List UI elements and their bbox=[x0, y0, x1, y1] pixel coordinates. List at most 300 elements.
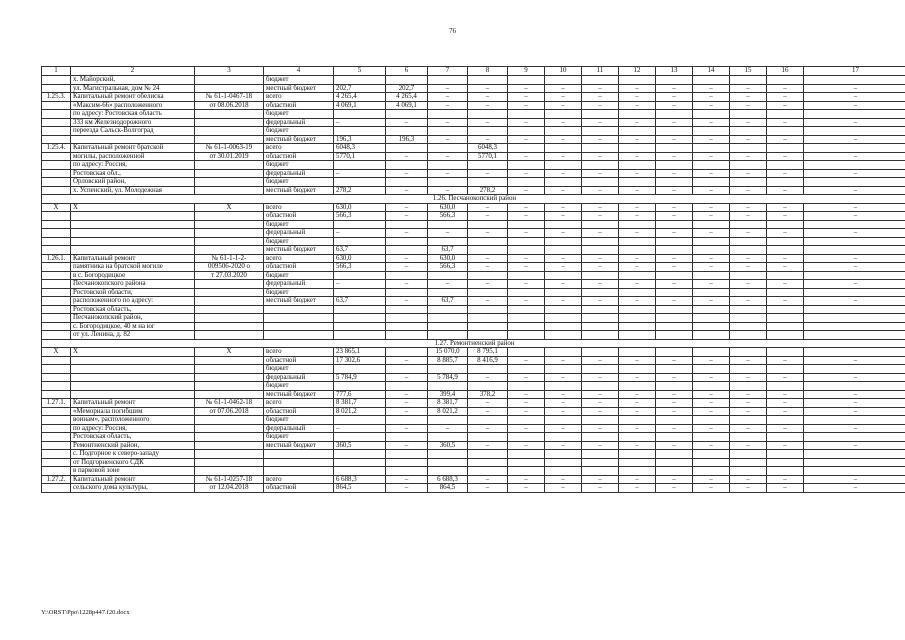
table-cell bbox=[730, 76, 767, 85]
table-cell bbox=[386, 127, 428, 136]
table-cell bbox=[582, 450, 619, 459]
table-cell bbox=[804, 450, 905, 459]
table-cell: 6 688,3 bbox=[334, 475, 386, 484]
table-cell bbox=[693, 433, 730, 442]
table-cell: – bbox=[545, 135, 582, 144]
table-cell: от Подгорненского СДК bbox=[71, 458, 195, 467]
table-cell bbox=[545, 314, 582, 323]
column-number: 14 bbox=[693, 67, 730, 76]
table-cell: х. Майорский, bbox=[71, 76, 195, 85]
table-cell bbox=[730, 322, 767, 331]
table-cell: – bbox=[804, 407, 905, 416]
table-cell bbox=[582, 365, 619, 374]
table-row bbox=[42, 84, 905, 93]
table-cell bbox=[619, 288, 656, 297]
table-cell: – bbox=[545, 475, 582, 484]
table-cell: бюджет bbox=[264, 161, 334, 170]
table-cell: всего bbox=[264, 348, 334, 357]
table-cell: – bbox=[468, 203, 508, 212]
table-cell bbox=[42, 424, 71, 433]
table-cell bbox=[508, 458, 545, 467]
table-row bbox=[42, 348, 905, 357]
table-cell: – bbox=[582, 101, 619, 110]
table-cell: – bbox=[545, 212, 582, 221]
table-row bbox=[42, 424, 905, 433]
table-cell: – bbox=[693, 169, 730, 178]
budget-table bbox=[41, 66, 864, 493]
table-cell bbox=[693, 127, 730, 136]
table-cell: – bbox=[656, 152, 693, 161]
table-cell: – bbox=[730, 441, 767, 450]
table-cell: 630,0 bbox=[334, 203, 386, 212]
table-cell bbox=[656, 382, 693, 391]
table-cell bbox=[468, 246, 508, 255]
table-cell: – bbox=[508, 484, 545, 493]
table-cell bbox=[656, 246, 693, 255]
table-cell: – bbox=[804, 280, 905, 289]
table-row bbox=[42, 135, 905, 144]
table-cell bbox=[195, 229, 264, 238]
table-cell bbox=[195, 135, 264, 144]
table-cell: – bbox=[386, 399, 428, 408]
table-cell bbox=[619, 144, 656, 153]
table-cell: – bbox=[656, 229, 693, 238]
table-cell bbox=[428, 127, 468, 136]
table-cell: – bbox=[582, 93, 619, 102]
table-cell: – bbox=[767, 484, 804, 493]
table-cell: – bbox=[656, 118, 693, 127]
table-cell bbox=[195, 288, 264, 297]
table-cell: – bbox=[804, 356, 905, 365]
table-row bbox=[42, 76, 905, 85]
table-cell bbox=[42, 280, 71, 289]
column-number: 1 bbox=[42, 67, 71, 76]
table-cell bbox=[428, 178, 468, 187]
table-cell bbox=[582, 433, 619, 442]
table-cell: – bbox=[693, 399, 730, 408]
table-cell: – bbox=[804, 263, 905, 272]
table-cell: 864,5 bbox=[428, 484, 468, 493]
table-cell bbox=[730, 305, 767, 314]
table-cell bbox=[804, 246, 905, 255]
table-cell: 1.27.2. bbox=[42, 475, 71, 484]
table-cell: – bbox=[619, 280, 656, 289]
table-cell: 17 302,6 bbox=[334, 356, 386, 365]
table-cell: – bbox=[508, 212, 545, 221]
table-cell: 15 070,0 bbox=[428, 348, 468, 357]
table-cell bbox=[71, 246, 195, 255]
table-cell: – bbox=[693, 186, 730, 195]
table-cell bbox=[582, 127, 619, 136]
table-cell: – bbox=[656, 441, 693, 450]
table-cell: – bbox=[386, 373, 428, 382]
table-cell bbox=[619, 348, 656, 357]
table-cell bbox=[619, 365, 656, 374]
table-cell bbox=[619, 237, 656, 246]
column-number-row bbox=[42, 67, 905, 76]
table-cell: – bbox=[545, 356, 582, 365]
table-cell bbox=[582, 144, 619, 153]
table-cell bbox=[195, 212, 264, 221]
table-cell bbox=[582, 331, 619, 340]
table-cell bbox=[71, 212, 195, 221]
table-cell bbox=[264, 467, 334, 476]
table-cell bbox=[767, 161, 804, 170]
table-cell: – bbox=[468, 229, 508, 238]
table-cell: – bbox=[804, 152, 905, 161]
table-cell bbox=[334, 365, 386, 374]
table-cell: всего bbox=[264, 144, 334, 153]
table-cell: – bbox=[619, 254, 656, 263]
table-cell: – bbox=[619, 84, 656, 93]
table-cell bbox=[386, 433, 428, 442]
table-cell bbox=[582, 161, 619, 170]
table-cell bbox=[428, 271, 468, 280]
table-cell: – bbox=[545, 373, 582, 382]
table-cell bbox=[693, 161, 730, 170]
table-row bbox=[42, 144, 905, 153]
table-cell: – bbox=[730, 297, 767, 306]
table-cell: – bbox=[582, 186, 619, 195]
table-cell bbox=[804, 144, 905, 153]
table-cell bbox=[468, 450, 508, 459]
table-cell bbox=[508, 365, 545, 374]
table-cell: – bbox=[582, 212, 619, 221]
table-cell bbox=[767, 458, 804, 467]
table-cell: – bbox=[545, 297, 582, 306]
table-cell bbox=[195, 169, 264, 178]
table-cell: – bbox=[428, 280, 468, 289]
table-cell bbox=[693, 467, 730, 476]
table-row bbox=[42, 203, 905, 212]
table-cell: – bbox=[508, 186, 545, 195]
table-cell: – bbox=[545, 263, 582, 272]
table-cell: – bbox=[619, 424, 656, 433]
table-cell bbox=[693, 416, 730, 425]
table-cell bbox=[386, 144, 428, 153]
table-cell bbox=[386, 331, 428, 340]
table-cell: от 07.06.2018 bbox=[195, 407, 264, 416]
table-cell bbox=[582, 110, 619, 119]
table-cell bbox=[804, 433, 905, 442]
table-cell: – bbox=[804, 84, 905, 93]
table-cell bbox=[508, 246, 545, 255]
table-cell bbox=[582, 348, 619, 357]
table-row bbox=[42, 322, 905, 331]
table-cell: – bbox=[545, 101, 582, 110]
table-cell bbox=[508, 237, 545, 246]
table-cell: бюджет bbox=[264, 178, 334, 187]
table-cell: – bbox=[386, 203, 428, 212]
table-cell: – bbox=[730, 424, 767, 433]
table-cell: 360,5 bbox=[334, 441, 386, 450]
table-cell: Песчанокопского района bbox=[71, 280, 195, 289]
table-cell bbox=[428, 416, 468, 425]
table-cell bbox=[767, 382, 804, 391]
table-cell bbox=[428, 314, 468, 323]
table-cell: – bbox=[767, 399, 804, 408]
table-cell: 5770,1 bbox=[468, 152, 508, 161]
table-cell: – bbox=[508, 203, 545, 212]
table-cell bbox=[693, 382, 730, 391]
table-cell: – bbox=[582, 263, 619, 272]
table-cell: – bbox=[508, 118, 545, 127]
table-cell: могилы, расположенной bbox=[71, 152, 195, 161]
table-cell: 196,3 bbox=[334, 135, 386, 144]
table-cell: – bbox=[386, 484, 428, 493]
table-cell bbox=[693, 305, 730, 314]
table-cell: – bbox=[468, 475, 508, 484]
table-cell bbox=[545, 110, 582, 119]
table-cell bbox=[334, 305, 386, 314]
table-cell bbox=[334, 322, 386, 331]
table-cell: – bbox=[804, 135, 905, 144]
table-cell bbox=[767, 271, 804, 280]
table-cell bbox=[656, 76, 693, 85]
table-cell: – bbox=[730, 475, 767, 484]
table-cell bbox=[730, 220, 767, 229]
table-cell: – bbox=[334, 424, 386, 433]
table-cell bbox=[693, 331, 730, 340]
table-row bbox=[42, 169, 905, 178]
table-cell bbox=[468, 382, 508, 391]
table-cell: – bbox=[767, 135, 804, 144]
table-cell: – bbox=[468, 263, 508, 272]
table-cell: – bbox=[468, 254, 508, 263]
table-cell bbox=[195, 365, 264, 374]
table-cell: ул. Магистральная, дом № 24 bbox=[71, 84, 195, 93]
table-cell bbox=[619, 127, 656, 136]
table-cell: – bbox=[582, 169, 619, 178]
table-cell bbox=[693, 458, 730, 467]
table-cell bbox=[428, 331, 468, 340]
table-cell: Ростовской области, bbox=[71, 288, 195, 297]
table-row bbox=[42, 101, 905, 110]
table-cell bbox=[508, 382, 545, 391]
table-cell bbox=[386, 237, 428, 246]
table-cell bbox=[334, 331, 386, 340]
table-cell bbox=[693, 322, 730, 331]
table-cell bbox=[582, 178, 619, 187]
table-cell bbox=[545, 331, 582, 340]
table-cell bbox=[386, 365, 428, 374]
table-cell: всего bbox=[264, 399, 334, 408]
table-cell bbox=[656, 220, 693, 229]
table-cell: – bbox=[545, 229, 582, 238]
table-cell: Капитальный ремонт братской bbox=[71, 144, 195, 153]
table-cell bbox=[195, 314, 264, 323]
table-cell: – bbox=[428, 118, 468, 127]
table-cell: – bbox=[693, 152, 730, 161]
table-cell: – bbox=[804, 118, 905, 127]
table-cell: – bbox=[730, 93, 767, 102]
table-cell bbox=[730, 348, 767, 357]
table-cell: по адресу: Россия, bbox=[71, 161, 195, 170]
table-cell: – bbox=[582, 407, 619, 416]
table-cell bbox=[42, 322, 71, 331]
table-cell: – bbox=[804, 93, 905, 102]
table-cell bbox=[619, 331, 656, 340]
table-cell: – bbox=[730, 84, 767, 93]
table-cell: областной bbox=[264, 356, 334, 365]
table-cell bbox=[656, 416, 693, 425]
table-cell bbox=[619, 322, 656, 331]
table-cell: – bbox=[508, 390, 545, 399]
table-cell bbox=[656, 467, 693, 476]
table-cell: – bbox=[428, 101, 468, 110]
table-cell: – bbox=[545, 254, 582, 263]
table-cell: от 12.04.2018 bbox=[195, 484, 264, 493]
table-cell: Капитальный ремонт обелиска bbox=[71, 93, 195, 102]
table-cell bbox=[508, 322, 545, 331]
table-cell: – bbox=[428, 93, 468, 102]
table-cell bbox=[334, 450, 386, 459]
table-cell bbox=[693, 246, 730, 255]
table-cell bbox=[428, 110, 468, 119]
table-cell bbox=[386, 467, 428, 476]
table-cell bbox=[693, 271, 730, 280]
table-cell: – bbox=[656, 475, 693, 484]
table-cell: Ремонтненский район, bbox=[71, 441, 195, 450]
table-cell: – bbox=[656, 101, 693, 110]
table-cell bbox=[693, 220, 730, 229]
table-cell: – bbox=[693, 135, 730, 144]
table-cell: – bbox=[767, 297, 804, 306]
table-cell: Х bbox=[42, 203, 71, 212]
table-cell bbox=[42, 263, 71, 272]
table-cell bbox=[386, 288, 428, 297]
table-cell: – bbox=[428, 186, 468, 195]
table-cell bbox=[693, 76, 730, 85]
table-cell: 23 865,1 bbox=[334, 348, 386, 357]
table-cell bbox=[804, 458, 905, 467]
table-cell bbox=[42, 382, 71, 391]
table-cell bbox=[195, 161, 264, 170]
table-cell: – bbox=[656, 169, 693, 178]
table-cell bbox=[195, 127, 264, 136]
table-cell bbox=[619, 178, 656, 187]
table-cell bbox=[264, 331, 334, 340]
table-cell bbox=[508, 331, 545, 340]
table-row bbox=[42, 110, 905, 119]
table-cell: – bbox=[693, 118, 730, 127]
table-cell: – bbox=[468, 297, 508, 306]
table-cell: – bbox=[767, 254, 804, 263]
table-cell: в с. Богородицкое bbox=[71, 271, 195, 280]
column-number: 4 bbox=[264, 67, 334, 76]
table-cell: – bbox=[804, 390, 905, 399]
table-cell: 4 069,1 bbox=[386, 101, 428, 110]
table-cell bbox=[42, 467, 71, 476]
table-cell bbox=[195, 110, 264, 119]
table-cell bbox=[545, 467, 582, 476]
table-cell bbox=[195, 441, 264, 450]
table-cell: – bbox=[582, 475, 619, 484]
table-cell: 63,7 bbox=[334, 246, 386, 255]
table-cell bbox=[767, 237, 804, 246]
table-cell: – bbox=[386, 407, 428, 416]
table-cell bbox=[42, 127, 71, 136]
table-cell: – bbox=[334, 229, 386, 238]
column-number: 12 bbox=[619, 67, 656, 76]
table-cell bbox=[42, 416, 71, 425]
table-cell bbox=[619, 76, 656, 85]
table-row bbox=[42, 93, 905, 102]
table-cell: – bbox=[545, 186, 582, 195]
table-cell bbox=[582, 416, 619, 425]
table-cell bbox=[582, 305, 619, 314]
table-cell bbox=[508, 305, 545, 314]
table-cell: 1.27.1. bbox=[42, 399, 71, 408]
table-cell: – bbox=[582, 390, 619, 399]
table-cell bbox=[545, 365, 582, 374]
table-cell bbox=[693, 314, 730, 323]
table-cell bbox=[71, 220, 195, 229]
table-cell bbox=[386, 458, 428, 467]
table-cell: – bbox=[582, 152, 619, 161]
table-cell: – bbox=[656, 93, 693, 102]
table-cell: – bbox=[767, 424, 804, 433]
table-cell: воинам», расположенного bbox=[71, 416, 195, 425]
table-cell bbox=[508, 467, 545, 476]
table-cell: – bbox=[804, 399, 905, 408]
table-cell: по адресу: Ростовская область bbox=[71, 110, 195, 119]
table-cell: – bbox=[508, 441, 545, 450]
table-cell bbox=[42, 220, 71, 229]
table-cell bbox=[545, 76, 582, 85]
table-cell bbox=[71, 373, 195, 382]
table-cell: 5770,1 bbox=[334, 152, 386, 161]
table-cell: 8 416,9 bbox=[468, 356, 508, 365]
table-cell bbox=[508, 127, 545, 136]
table-row bbox=[42, 441, 905, 450]
table-cell: – bbox=[767, 186, 804, 195]
table-cell: 777,6 bbox=[334, 390, 386, 399]
table-row bbox=[42, 475, 905, 484]
table-cell: 6 688,3 bbox=[428, 475, 468, 484]
table-cell: – bbox=[545, 424, 582, 433]
table-cell bbox=[334, 271, 386, 280]
table-cell bbox=[545, 348, 582, 357]
table-cell: – bbox=[386, 212, 428, 221]
table-cell: – bbox=[730, 390, 767, 399]
table-cell: – bbox=[730, 101, 767, 110]
table-row bbox=[42, 373, 905, 382]
table-row bbox=[42, 254, 905, 263]
table-cell: – bbox=[545, 407, 582, 416]
table-cell bbox=[619, 305, 656, 314]
table-cell: – bbox=[804, 297, 905, 306]
table-cell: бюджет bbox=[264, 382, 334, 391]
table-row bbox=[42, 186, 905, 195]
table-cell: – bbox=[767, 84, 804, 93]
table-cell bbox=[545, 305, 582, 314]
table-cell: – bbox=[428, 424, 468, 433]
table-cell: – bbox=[804, 373, 905, 382]
table-cell: бюджет bbox=[264, 220, 334, 229]
table-cell: – bbox=[468, 118, 508, 127]
table-cell: – bbox=[508, 407, 545, 416]
table-cell: – bbox=[468, 484, 508, 493]
table-row bbox=[42, 416, 905, 425]
table-cell bbox=[195, 84, 264, 93]
table-cell bbox=[619, 458, 656, 467]
table-cell bbox=[730, 178, 767, 187]
table-cell bbox=[656, 288, 693, 297]
table-cell: – bbox=[508, 399, 545, 408]
table-cell: федеральный bbox=[264, 229, 334, 238]
table-cell bbox=[386, 305, 428, 314]
